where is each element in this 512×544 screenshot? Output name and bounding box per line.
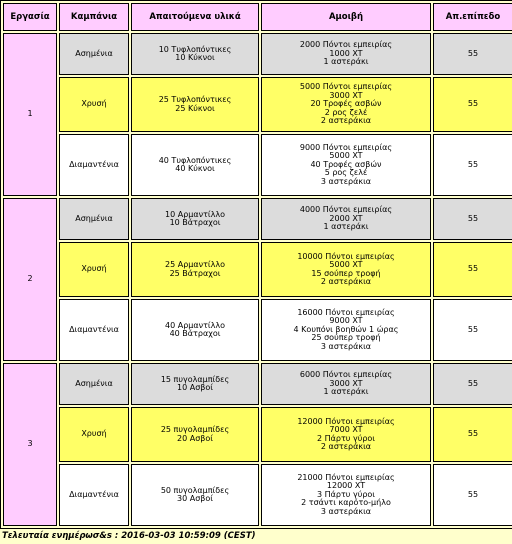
level-cell: 55 [433, 33, 512, 75]
materials-cell [131, 407, 259, 462]
reward-cell [261, 33, 431, 75]
reward-line: 2 Πάρτυ γύροι [316, 433, 376, 443]
campaign-cell: Χρυσή [59, 407, 129, 462]
material-line: 40 Τυφλοπόντικες [158, 155, 232, 165]
reward-cell [261, 363, 431, 405]
materials-cell [131, 134, 259, 196]
reward-line: 20 Τροφές ασβών [310, 99, 382, 109]
material-line: 25 πυγολαμπίδες [160, 425, 230, 434]
material-line: 10 Τυφλοπόντικες [158, 44, 232, 54]
reward-line: 6000 Πόντοι εμπειρίας [299, 370, 393, 380]
campaign-cell: Χρυσή [59, 77, 129, 132]
reward-line: 2 αστεράκια [320, 442, 372, 451]
reward-line: 3 Πάρτυ γύροι [316, 489, 376, 499]
table-row [3, 299, 512, 361]
materials-cell [131, 242, 259, 297]
material-line: 25 Βάτραχοι [169, 268, 221, 278]
task-number: 3 [3, 363, 57, 526]
level-cell: 55 [433, 299, 512, 361]
reward-line: 9000 XT [329, 316, 363, 326]
header-campaign: Καμπάνια [59, 3, 129, 31]
header-reward: Αμοιβή [261, 3, 431, 31]
header-level: Απ.επίπεδο [433, 3, 512, 31]
campaign-cell: Διαμαντένια [59, 134, 129, 196]
header-materials: Απαιτούμενα υλικά [131, 3, 259, 31]
reward-line: 4 Κουπόνι βοηθών 1 ώρας [293, 324, 399, 334]
reward-line: 5000 Πόντοι εμπειρίας [299, 82, 393, 92]
table-row [3, 198, 512, 240]
reward-cell [261, 407, 431, 462]
task-number: 2 [3, 198, 57, 361]
table-body [3, 33, 512, 526]
campaign-cell: Ασημένια [59, 363, 129, 405]
reward-line: 10000 Πόντοι εμπειρίας [297, 251, 395, 261]
reward-line: 3000 XT [329, 378, 363, 388]
reward-line: 5 ρος ζελέ [324, 168, 368, 178]
reward-line: 21000 Πόντοι εμπειρίας [297, 472, 395, 482]
reward-line: 1000 XT [329, 48, 363, 58]
materials-cell [131, 363, 259, 405]
materials-cell [131, 77, 259, 132]
material-line: 40 Αρμαντίλλο [165, 320, 225, 330]
material-line: 25 Κύκνοι [175, 103, 215, 113]
materials-cell [131, 33, 259, 75]
table-row [3, 134, 512, 196]
reward-cell [261, 299, 431, 361]
reward-line: 2 αστεράκια [320, 116, 372, 126]
level-cell: 55 [433, 198, 512, 240]
header-row [3, 3, 512, 31]
material-line: 10 Αρμαντίλλο [165, 209, 225, 219]
level-cell: 55 [433, 464, 512, 526]
level-cell: 55 [433, 363, 512, 405]
reward-line: 3 αστεράκια [320, 341, 372, 351]
level-cell: 55 [433, 242, 512, 297]
material-line: 10 Κύκνοι [175, 53, 215, 62]
reward-cell [261, 464, 431, 526]
reward-line: 16000 Πόντοι εμπειρίας [297, 307, 395, 317]
reward-line: 7000 XT [329, 425, 363, 434]
material-line: 25 Αρμαντίλλο [165, 260, 225, 269]
table-row [3, 363, 512, 405]
material-line: 15 πυγολαμπίδες [160, 374, 230, 384]
materials-cell [131, 198, 259, 240]
table-row [3, 242, 512, 297]
last-updated: Τελευταία ενημέρωσ&s : 2016-03-03 10:59:09 (CEST) [2, 531, 256, 541]
material-line: 50 πυγολαμπίδες [160, 485, 230, 495]
reward-cell [261, 242, 431, 297]
campaign-cell: Ασημένια [59, 198, 129, 240]
reward-line: 12000 XT [326, 481, 366, 491]
campaign-cell: Διαμαντένια [59, 299, 129, 361]
reward-line: 3 αστεράκια [320, 176, 372, 186]
reward-cell [261, 198, 431, 240]
material-line: 10 Ασβοί [177, 383, 213, 392]
campaign-cell: Ασημένια [59, 33, 129, 75]
reward-line: 2 ρος ζελέ [324, 107, 368, 117]
table-row [3, 33, 512, 75]
reward-line: 9000 Πόντοι εμπειρίας [299, 142, 393, 152]
material-line: 30 Ασβοί [177, 494, 213, 503]
table-row [3, 407, 512, 462]
reward-line: 3000 XT [329, 90, 363, 100]
reward-line: 5000 XT [329, 260, 363, 269]
table-row [3, 77, 512, 132]
materials-cell [131, 464, 259, 526]
materials-cell [131, 299, 259, 361]
level-cell: 55 [433, 134, 512, 196]
level-cell: 55 [433, 77, 512, 132]
material-line: 40 Κύκνοι [175, 164, 215, 173]
header-task: Εργασία [3, 3, 57, 31]
reward-line: 15 σούπερ τροφή [311, 268, 381, 278]
campaign-cell: Διαμαντένια [59, 464, 129, 526]
reward-line: 2 αστεράκια [320, 277, 372, 286]
reward-cell [261, 134, 431, 196]
material-line: 25 Τυφλοπόντικες [158, 95, 232, 104]
campaign-cell: Χρυσή [59, 242, 129, 297]
reward-line: 2000 XT [329, 213, 363, 223]
material-line: 10 Βάτραχοι [169, 218, 221, 227]
table-row [3, 464, 512, 526]
reward-line: 3 αστεράκια [320, 506, 372, 516]
reward-line: 2000 Πόντοι εμπειρίας [299, 40, 393, 50]
reward-line: 5000 XT [329, 151, 363, 161]
reward-line: 2 τσάντι καρότο-μήλο [301, 498, 391, 508]
material-line: 40 Βάτραχοι [169, 329, 221, 338]
reward-line: 1 αστεράκι [323, 222, 369, 232]
reward-line: 1 αστεράκι [323, 387, 369, 397]
reward-line: 12000 Πόντοι εμπειρίας [297, 416, 395, 426]
task-number: 1 [3, 33, 57, 196]
reward-line: 40 Τροφές ασβών [310, 159, 382, 169]
reward-cell [261, 77, 431, 132]
reward-line: 1 αστεράκι [323, 57, 369, 67]
reward-line: 25 σούπερ τροφή [311, 333, 381, 343]
level-cell: 55 [433, 407, 512, 462]
reward-line: 4000 Πόντοι εμπειρίας [299, 205, 393, 215]
material-line: 20 Ασβοί [177, 433, 213, 443]
